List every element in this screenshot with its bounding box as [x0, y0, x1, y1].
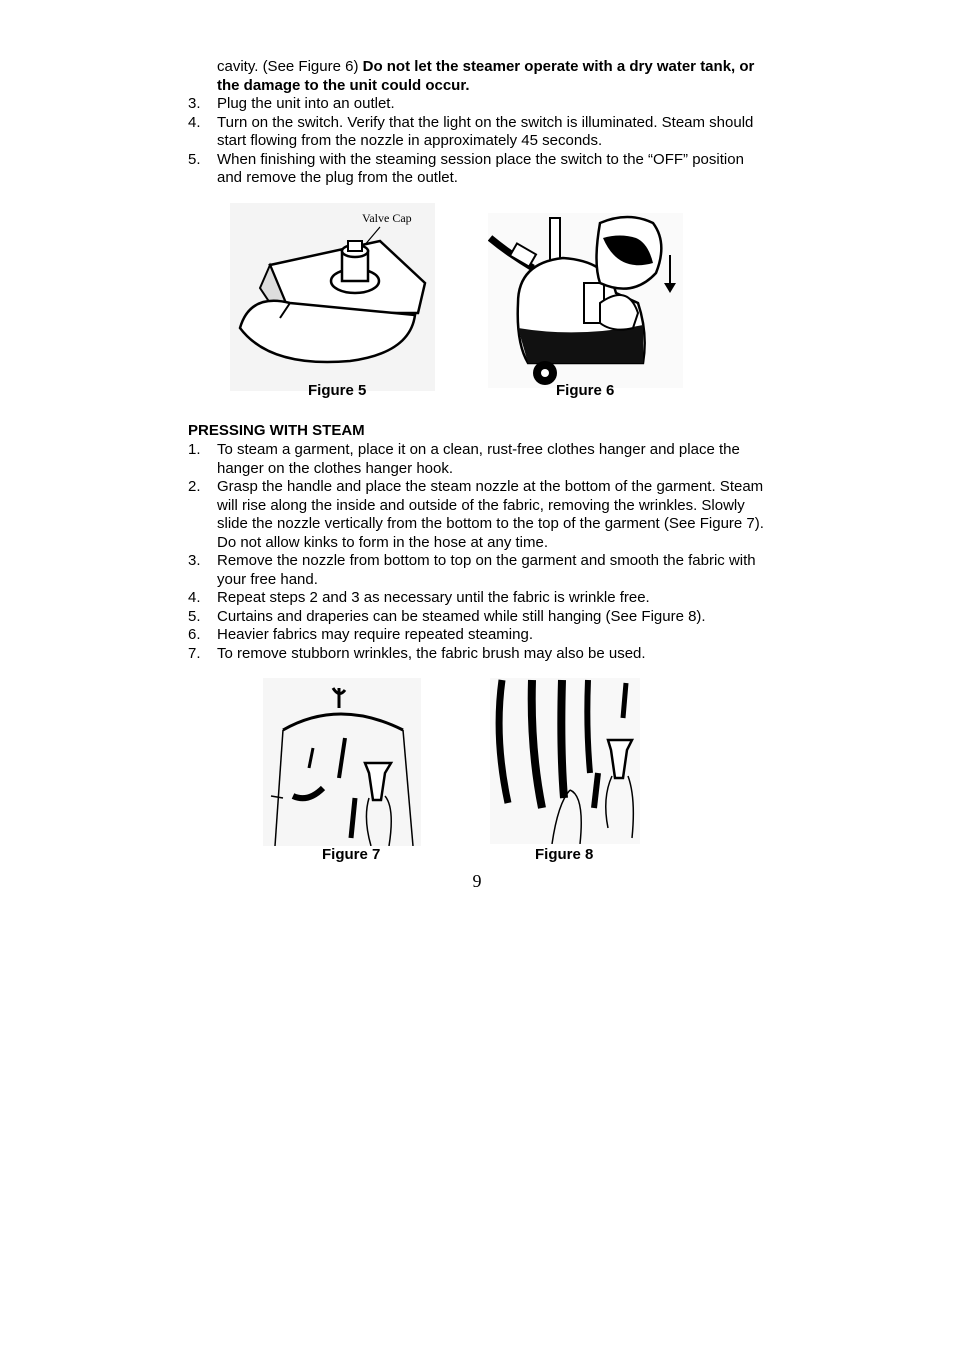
figure-5-illustration — [230, 203, 435, 391]
figure-8-illustration — [490, 678, 640, 844]
page-number: 9 — [472, 871, 482, 891]
list-item: 4. Repeat steps 2 and 3 as necessary until the fabric is wrinkle free. — [188, 589, 650, 606]
list-item: 3. Remove the nozzle from bottom to top on the garment and smooth the fabric with your free hand. — [188, 552, 756, 588]
list-item: 4. Turn on the switch. Verify that the light on the switch is illuminated. Steam should start flowing from the nozzle in approximately 45 seconds. — [188, 113, 754, 149]
step-2-continuation: cavity. (See Figure 6) Do not let the steamer operate with a dry water tank, or the damage to the unit could occur. — [217, 58, 755, 94]
top-instructions — [188, 58, 768, 188]
figure-6-illustration — [488, 213, 683, 388]
list-item: 6. Heavier fabrics may require repeated steaming. — [188, 626, 533, 643]
figure-7-illustration — [263, 678, 421, 846]
list-item: 2. Grasp the handle and place the steam nozzle at the bottom of the garment. Steam will rise along the inside and outside of the fabric, removing the wrinkles. Slowly slide the nozzle vertically from the bottom to the top of the garment (See Figure 7). Do not allow kinks to form in the hose at any time. — [188, 478, 764, 551]
list-item: 7. To remove stubborn wrinkles, the fabric brush may also be used. — [188, 644, 646, 662]
valve-cap-label: Valve Cap — [362, 211, 412, 225]
figure-7-caption: Figure 7 — [322, 846, 381, 863]
figure-5-caption: Figure 5 — [308, 382, 367, 399]
list-item: 5. When finishing with the steaming session place the switch to the “OFF” position and remove the plug from the outlet. — [188, 150, 744, 186]
figure-6-caption: Figure 6 — [556, 382, 615, 399]
section-heading: PRESSING WITH STEAM — [188, 422, 365, 439]
list-item: 3. Plug the unit into an outlet. — [188, 95, 395, 112]
section-instructions — [188, 441, 768, 663]
warning-text: Do not let the steamer operate with a dry water tank, or the damage to the unit could occur. — [217, 58, 755, 94]
list-item: 1. To steam a garment, place it on a clean, rust-free clothes hanger and place the hanger on the clothes hanger hook. — [188, 441, 740, 477]
figure-8-caption: Figure 8 — [535, 846, 594, 863]
list-item: 5. Curtains and draperies can be steamed while still hanging (See Figure 8). — [188, 607, 706, 625]
